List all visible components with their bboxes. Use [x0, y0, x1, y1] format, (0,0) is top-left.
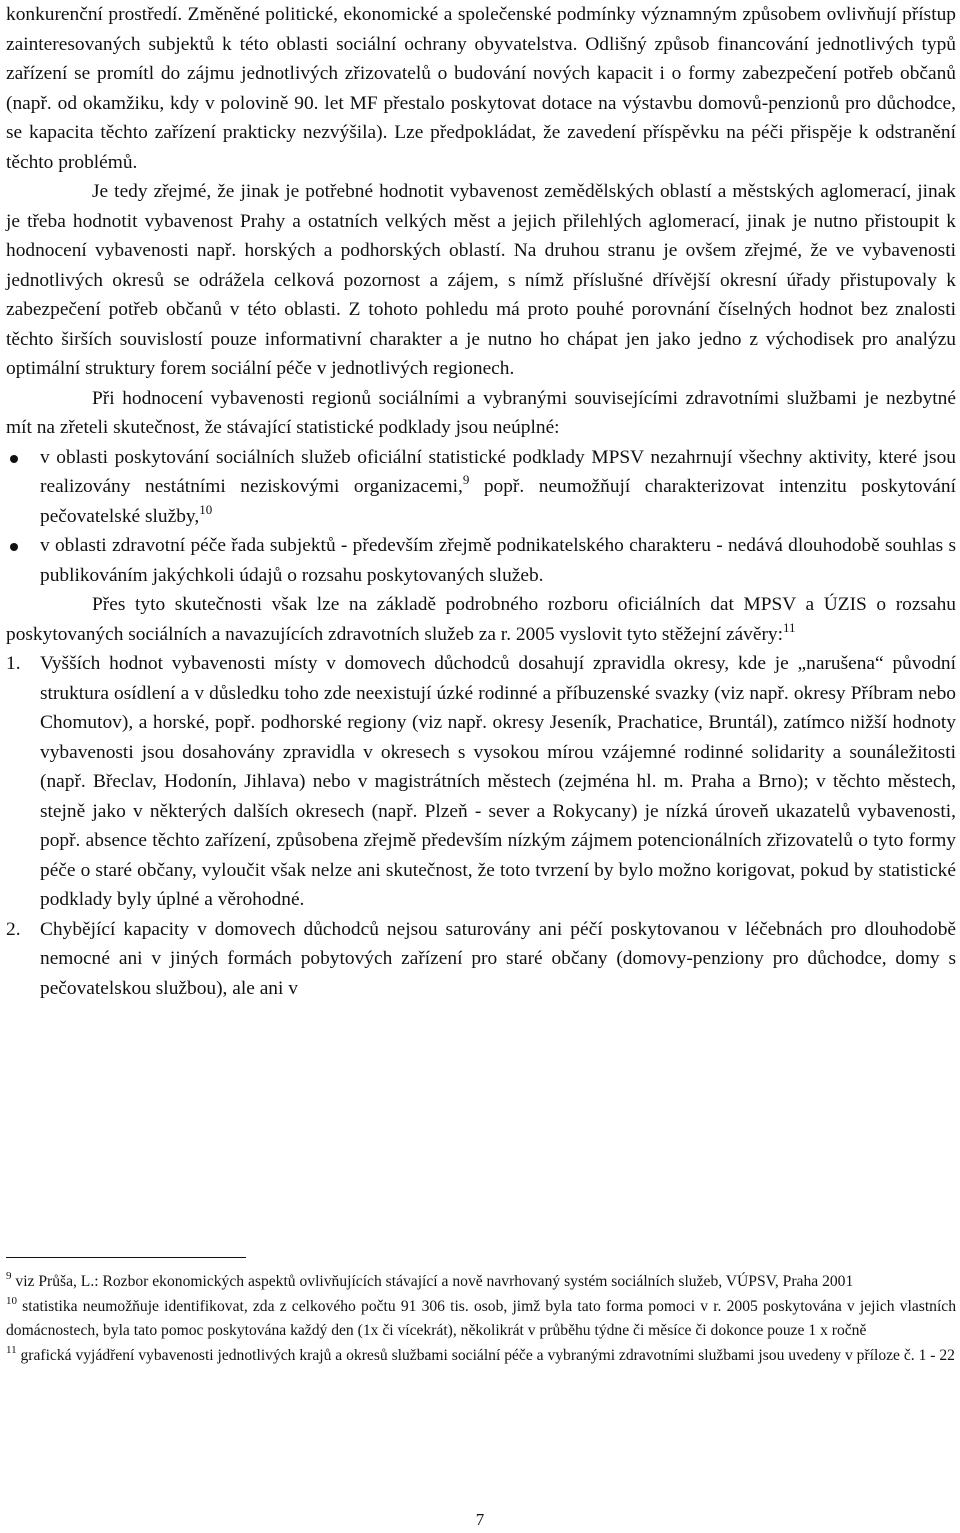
document-body: [6, 0, 956, 1003]
paragraph-4-text: Přes tyto skutečnosti však lze na základě podrobného rozboru oficiálních dat MPSV a ÚZIS o rozsahu poskytovaných sociálních a navazujících zdravotních služeb za r. 2005 vyslovit tyto stěžejní závěry:: [6, 594, 956, 645]
conclusion-item-1: [6, 649, 956, 915]
footnote-ref-10: 10: [199, 501, 213, 517]
conclusion-number-2: 2.: [6, 918, 21, 940]
footnote-text: statistika neumožňuje identifikovat, zda z celkového počtu 91 306 tis. osob, jimž byla tato forma pomoci v r. 2005 poskytována v jejich vlastních domácnostech, byla tato pomoc poskytována každý den (1x či vícekrát), několikrát v průběhu týdne či měsíce či dokonce pouze 1 x ročně: [6, 1297, 956, 1339]
paragraph-2: Je tedy zřejmé, že jinak je potřebné hodnotit vybavenost zemědělských oblastí a městských aglomerací, jinak je třeba hodnotit vybavenost Prahy a ostatních velkých měst a jejich přilehlých aglomerací, jinak je nutno přistoupit k hodnocení vybavenosti např. horských a podhorských oblastí. Na druhou stranu je ovšem zřejmé, že ve vybavenosti jednotlivých okresů se odrážela celková pozornost a zájem, s nímž příslušné dřívější okresní úřady přistupovaly k zabezpečení potřeb občanů v této oblasti. Z tohoto pohledu má proto pouhé porovnání číselných hodnot bez znalosti těchto širších souvislostí pouze informativní charakter a je nutno ho chápat jen jako jedno z východisek pro analýzu optimální struktury forem sociální péče v jednotlivých regionech.: [6, 181, 956, 379]
footnote-9: [6, 1270, 956, 1295]
footnote-number: 9: [6, 1270, 12, 1282]
bullet-icon: [10, 543, 18, 551]
footnote-11: [6, 1344, 956, 1369]
paragraph-3: Při hodnocení vybavenosti regionů sociálními a vybranými souvisejícími zdravotními službami je nezbytné mít na zřeteli skutečnost, že stávající statistické podklady jsou neúplné:: [6, 387, 956, 438]
footnote-10: [6, 1295, 956, 1344]
bullet-item-2-text: v oblasti zdravotní péče řada subjektů - především zřejmě podnikatelského charakteru - nedává dlouhodobě souhlas s publikováním jakýchkoli údajů o rozsahu poskytovaných služeb.: [40, 535, 956, 586]
footnote-text: grafická vyjádření vybavenosti jednotlivých krajů a okresů službami sociální péče a vybranými zdravotními službami jsou uvedeny v příloze č. 1 - 22: [16, 1346, 955, 1364]
paragraph-1: konkurenční prostředí. Změněné politické, ekonomické a společenské podmínky významným způsobem ovlivňují přístup zainteresovaných subjektů k této oblasti sociální ochrany obyvatelstva. Odlišný způsob financování jednotlivých typů zařízení se promítl do zájmu jednotlivých zřizovatelů o budování nových kapacit i o formy zabezpečení potřeb občanů (např. od okamžiku, kdy v polovině 90. let MF přestalo poskytovat dotace na výstavbu domovů-penzionů pro důchodce, se kapacita těchto zařízení prakticky nezvýšila). Lze předpokládat, že zavedení příspěvku na péči přispěje k odstranění těchto problémů.: [6, 4, 956, 173]
footnote-number: 10: [6, 1294, 17, 1307]
footnote-number: 11: [6, 1343, 17, 1356]
conclusion-item-1-text: Vyšších hodnot vybavenosti místy v domovech důchodců dosahují zpravidla okresy, kde je „narušena“ původní struktura osídlení a v důsledku toho zde neexistují úzké rodinné a příbuzenské svazky (viz např. okresy Příbram nebo Chomutov), a horské, popř. podhorské regiony (viz např. okresy Jeseník, Prachatice, Bruntál), zatímco nižší hodnoty vybavenosti jsou dosahovány zpravidla v okresech s vysokou mírou vzájemné rodinné solidarity a sounáležitosti (např. Břeclav, Hodonín, Jihlava) nebo v magistrátních městech (zejména hl. m. Praha a Brno); v těchto městech, stejně jako v některých dalších okresech (např. Plzeň - sever a Rokycany) je nízká úroveň ukazatelů vybavenosti, popř. absence těchto zařízení, způsobena zřejmě především nízkým zájmem potencionálních zřizovatelů o tyto formy péče o staré občany, vyloučit však nelze ani skutečnost, že toto tvrzení by bylo možno korigovat, pokud by statistické podklady byly úplné a věrohodné.: [40, 653, 956, 910]
conclusions-list: [6, 649, 956, 1003]
page-number: 7: [475, 1510, 485, 1529]
bullet-item-1-text-b: popř. neumožňují charakterizovat intenzitu poskytování pečovatelské služby,: [40, 476, 956, 527]
footnote-ref-9: 9: [462, 472, 470, 487]
footnote-divider: [6, 1257, 246, 1258]
bullet-item-1-text-a: v oblasti poskytování sociálních služeb oficiální statistické podklady MPSV nezahrnují všechny aktivity, které jsou realizovány nestátními neziskovými organizacemi,: [40, 446, 956, 497]
footnote-ref-11: 11: [783, 619, 796, 635]
bullet-list: [6, 443, 956, 591]
conclusion-item-2: [6, 915, 956, 1004]
bullet-item-2: [6, 531, 956, 590]
bullet-icon: [10, 455, 18, 463]
bullet-item-1: [6, 443, 956, 532]
conclusion-item-2-text: Chybějící kapacity v domovech důchodců nejsou saturovány ani péčí poskytovanou v léčebnách pro dlouhodobě nemocné ani v jiných formách pobytových zařízení pro staré občany (domovy-penziony pro důchodce, domy s pečovatelskou službou), ale ani v: [40, 918, 956, 999]
conclusion-number-1: 1.: [6, 653, 21, 674]
footnotes: [6, 1270, 956, 1368]
footnote-text: viz Průša, L.: Rozbor ekonomických aspektů ovlivňujících stávající a nově navrhovaný systém sociálních služeb, VÚPSV, Praha 2001: [11, 1273, 854, 1290]
paragraph-4: [6, 590, 956, 649]
